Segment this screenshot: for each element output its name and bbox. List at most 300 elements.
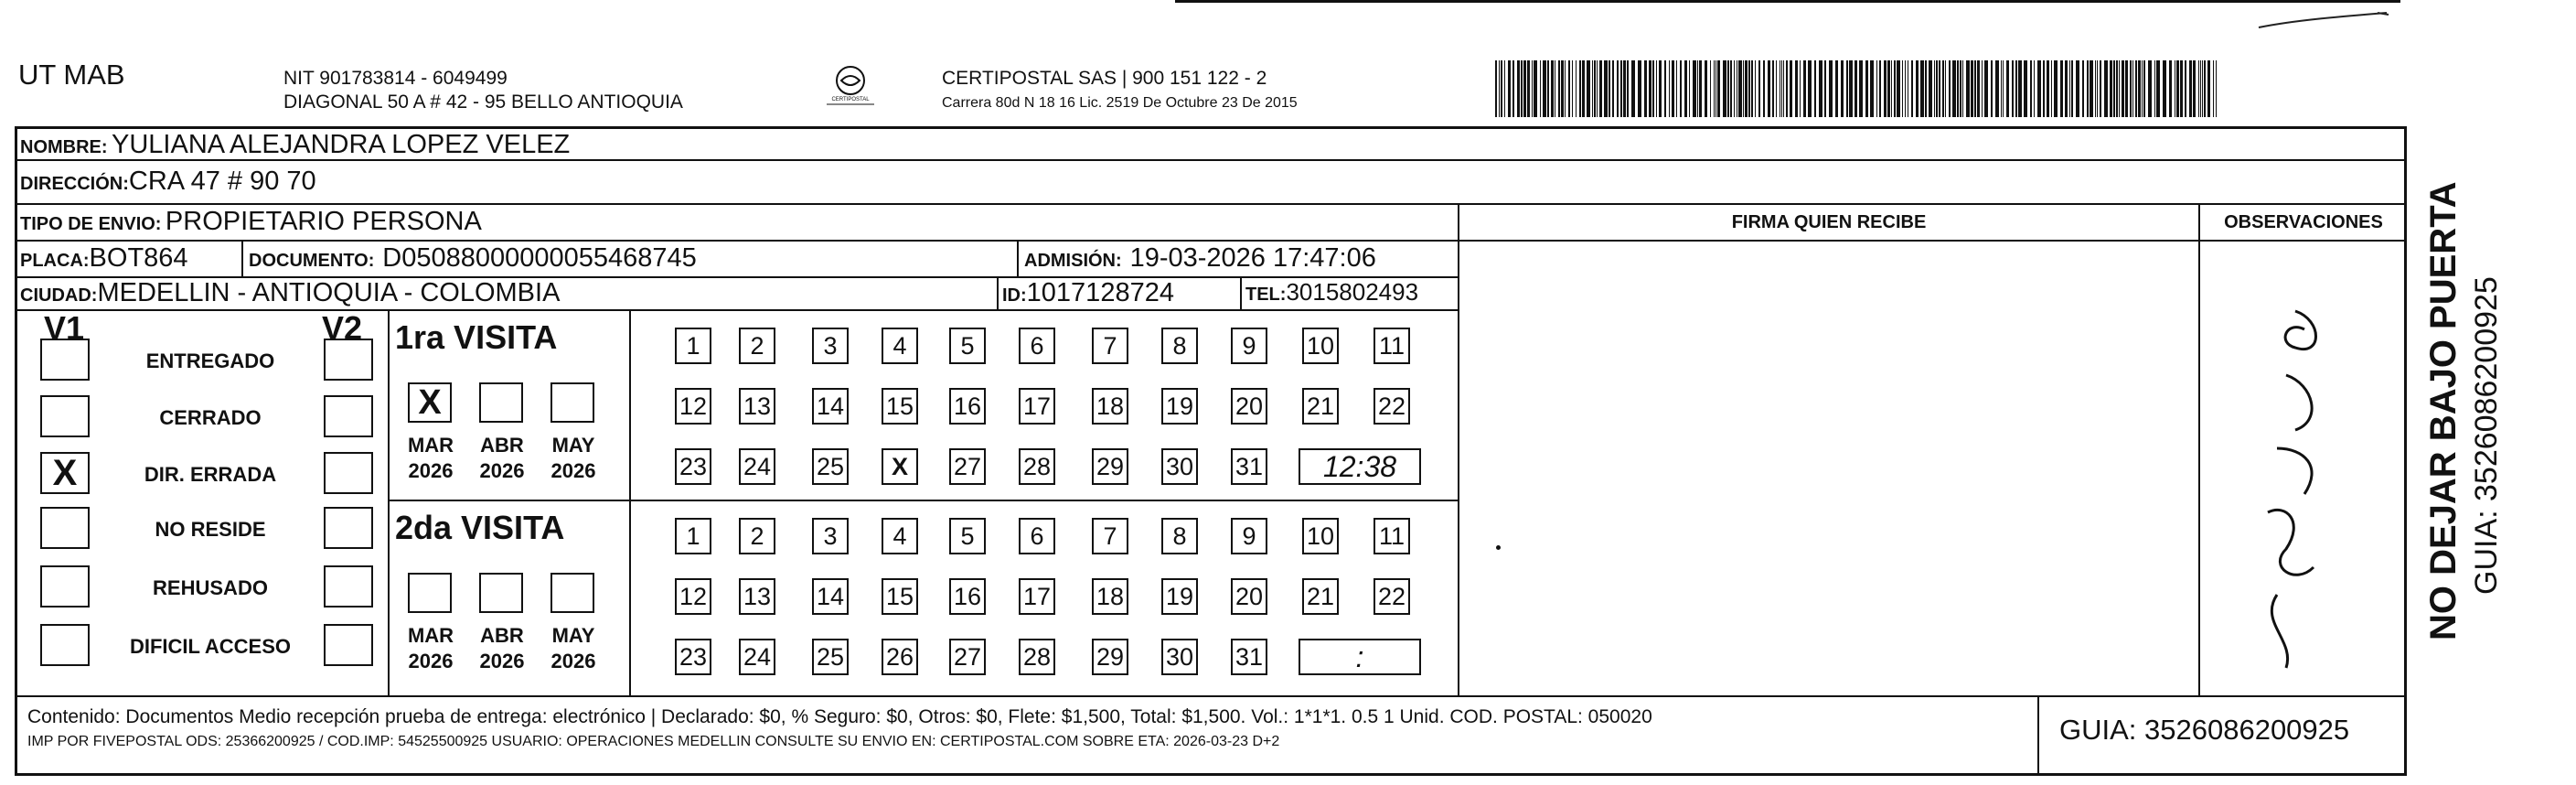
barcode-bar xyxy=(1819,60,1822,117)
barcode-bar xyxy=(1558,60,1560,117)
status-label: CERRADO xyxy=(159,406,262,429)
barcode-bar xyxy=(1966,60,1970,117)
day-box: 16 xyxy=(949,578,986,615)
barcode-bar xyxy=(1501,60,1502,117)
barcode-bar xyxy=(1730,60,1732,117)
month-checkbox xyxy=(550,573,594,613)
barcode-bar xyxy=(1772,60,1774,117)
barcode-bar xyxy=(1534,60,1537,117)
barcode-bar xyxy=(1561,60,1564,117)
barcode-bar xyxy=(1576,60,1577,117)
barcode xyxy=(1495,60,2227,122)
certipostal-name: CERTIPOSTAL SAS | 900 151 122 - 2 xyxy=(942,68,1267,89)
barcode-bar xyxy=(2060,60,2063,117)
barcode-bar xyxy=(2069,60,2070,117)
year-label: 2026 xyxy=(408,459,454,482)
barcode-bar xyxy=(1803,60,1806,117)
barcode-bar xyxy=(1592,60,1593,117)
barcode-bar xyxy=(1911,60,1913,117)
barcode-bar xyxy=(1952,60,1956,117)
barcode-bar xyxy=(1723,60,1726,117)
barcode-bar xyxy=(1835,60,1838,117)
month-label: MAY xyxy=(551,624,595,647)
barcode-bar xyxy=(2097,60,2098,117)
year-label: 2026 xyxy=(479,650,525,672)
barcode-bar xyxy=(1649,60,1651,117)
barcode-bar xyxy=(2054,60,2058,117)
day-box: 18 xyxy=(1092,578,1128,615)
day-box: 20 xyxy=(1231,578,1267,615)
barcode-bar xyxy=(1745,60,1748,117)
admision-label: ADMISIÓN: xyxy=(1024,251,1122,271)
v1-checkbox xyxy=(40,507,90,549)
day-box: 30 xyxy=(1161,448,1198,485)
col-line xyxy=(1017,240,1019,276)
barcode-bar xyxy=(1508,60,1511,117)
barcode-bar xyxy=(2125,60,2128,117)
barcode-bar xyxy=(1876,60,1877,117)
barcode-bar xyxy=(1512,60,1514,117)
day-box: 24 xyxy=(739,448,775,485)
day-box: 31 xyxy=(1231,448,1267,485)
status-label: DIFICIL ACCESO xyxy=(129,635,291,658)
barcode-bar xyxy=(2163,60,2166,117)
barcode-bar xyxy=(2185,60,2186,117)
barcode-bar xyxy=(2119,60,2120,117)
barcode-bar xyxy=(2130,60,2132,117)
month-label: MAY xyxy=(551,434,595,457)
day-box: 6 xyxy=(1019,518,1055,554)
day-box: X xyxy=(882,448,918,485)
barcode-bar xyxy=(1717,60,1720,117)
day-box: 5 xyxy=(949,518,986,554)
barcode-bar xyxy=(1599,60,1602,117)
day-box: 27 xyxy=(949,639,986,675)
barcode-bar xyxy=(2216,60,2217,117)
barcode-bar xyxy=(1962,60,1963,117)
day-box: 6 xyxy=(1019,328,1055,364)
barcode-bar xyxy=(2113,60,2115,117)
barcode-bar xyxy=(1939,60,1940,117)
v2-checkbox xyxy=(324,395,373,437)
year-label: 2026 xyxy=(550,650,596,672)
barcode-bar xyxy=(1949,60,1951,117)
day-box: 5 xyxy=(949,328,986,364)
firma-heading: FIRMA QUIEN RECIBE xyxy=(1731,212,1927,232)
day-box: 16 xyxy=(949,388,986,425)
status-label: DIR. ERRADA xyxy=(144,463,277,486)
barcode-bar xyxy=(1638,60,1641,117)
day-box: 26 xyxy=(882,639,918,675)
barcode-bar xyxy=(1743,60,1744,117)
day-box: 1 xyxy=(675,518,711,554)
month-checkbox xyxy=(550,382,594,423)
footer-line1: Contenido: Documentos Medio recepción prueba de entrega: electrónico | Declarado: $0, % Seguro: $0, Otros: $0, Flete: $1,500, Total: $1,500. Vol.: 1*1*1. 0.5 1 Unid. COD. POSTAL: 050020 xyxy=(27,706,1652,727)
barcode-bar xyxy=(1676,60,1677,117)
address-left: DIAGONAL 50 A # 42 - 95 BELLO ANTIOQUIA xyxy=(283,91,683,113)
day-box: 11 xyxy=(1374,518,1410,554)
certipostal-logo xyxy=(823,60,878,113)
day-box: 27 xyxy=(949,448,986,485)
barcode-bar xyxy=(1846,60,1848,117)
barcode-bar xyxy=(1902,60,1903,117)
barcode-bar xyxy=(1982,60,1983,117)
barcode-bar xyxy=(1859,60,1863,117)
day-box: 17 xyxy=(1019,388,1055,425)
barcode-bar xyxy=(2037,60,2041,117)
v1-checkbox xyxy=(40,624,90,666)
barcode-bar xyxy=(1786,60,1788,117)
barcode-bar xyxy=(1738,60,1742,117)
barcode-bar xyxy=(1579,60,1581,117)
visit-title: 2da VISITA xyxy=(395,509,565,546)
row-line xyxy=(15,240,2407,242)
day-box: 29 xyxy=(1092,448,1128,485)
barcode-bar xyxy=(2015,60,2017,117)
barcode-bar xyxy=(1705,60,1707,117)
barcode-bar xyxy=(2176,60,2179,117)
barcode-bar xyxy=(1824,60,1826,117)
barcode-bar xyxy=(2100,60,2101,117)
day-box: 7 xyxy=(1092,328,1128,364)
month-label: MAR xyxy=(407,624,454,647)
barcode-bar xyxy=(1547,60,1549,117)
day-box: 21 xyxy=(1302,388,1339,425)
barcode-bar xyxy=(1684,60,1687,117)
day-box: 8 xyxy=(1161,518,1198,554)
v1-checkbox xyxy=(40,339,90,381)
documento-label: DOCUMENTO: xyxy=(249,251,375,271)
day-box: 9 xyxy=(1231,518,1267,554)
day-box: 28 xyxy=(1019,448,1055,485)
barcode-bar xyxy=(1523,60,1526,117)
barcode-bar xyxy=(2148,60,2152,117)
day-box: 9 xyxy=(1231,328,1267,364)
barcode-bar xyxy=(1540,60,1541,117)
day-box: 19 xyxy=(1161,388,1198,425)
barcode-bar xyxy=(1727,60,1729,117)
day-box: 15 xyxy=(882,578,918,615)
day-box: 22 xyxy=(1374,388,1410,425)
day-box: 14 xyxy=(812,388,849,425)
direccion-value: CRA 47 # 90 70 xyxy=(128,167,316,196)
barcode-bar xyxy=(1504,60,1505,117)
v2-checkbox xyxy=(324,507,373,549)
barcode-bar xyxy=(2082,60,2084,117)
logo-text: CERTIPOSTAL xyxy=(831,97,870,102)
day-box: 17 xyxy=(1019,578,1055,615)
v2-checkbox xyxy=(324,339,373,381)
barcode-bar xyxy=(1920,60,1924,117)
barcode-bar xyxy=(2090,60,2093,117)
barcode-bar xyxy=(1829,60,1833,117)
barcode-bar xyxy=(1894,60,1896,117)
barcode-bar xyxy=(1604,60,1608,117)
placa-value: BOT864 xyxy=(89,243,188,273)
barcode-bar xyxy=(2024,60,2027,117)
col-line xyxy=(388,309,390,695)
barcode-bar xyxy=(2193,60,2196,117)
row-line xyxy=(15,309,1459,311)
footer-guia: GUIA: 3526086200925 xyxy=(2059,714,2350,746)
id-label: ID: xyxy=(1002,285,1027,306)
footer-line2: IMP POR FIVEPOSTAL ODS: 25366200925 / COD.IMP: 54525500925 USUARIO: OPERACIONES MEDELLIN CONSULTE SU ENVIO EN: CERTIPOSTAL.COM SOBRE ETA: 2026-03-23 D+2 xyxy=(27,734,1280,749)
barcode-bar xyxy=(1934,60,1935,117)
barcode-bar xyxy=(2169,60,2172,117)
year-label: 2026 xyxy=(550,459,596,482)
barcode-bar xyxy=(1916,60,1919,117)
barcode-bar xyxy=(1565,60,1566,117)
barcode-bar xyxy=(2180,60,2183,117)
barcode-bar xyxy=(1870,60,1874,117)
barcode-bar xyxy=(1568,60,1570,117)
day-box: 12 xyxy=(675,388,711,425)
barcode-bar xyxy=(1808,60,1812,117)
day-box: 11 xyxy=(1374,328,1410,364)
barcode-bar xyxy=(1936,60,1938,117)
barcode-bar xyxy=(1995,60,1999,117)
pen-mark xyxy=(2250,5,2396,47)
barcode-bar xyxy=(1800,60,1801,117)
row-line xyxy=(15,695,2407,697)
day-box: 25 xyxy=(812,448,849,485)
barcode-bar xyxy=(2143,60,2145,117)
barcode-bar xyxy=(2142,60,2143,117)
day-box: 3 xyxy=(812,518,849,554)
barcode-bar xyxy=(1897,60,1900,117)
barcode-bar xyxy=(2135,60,2137,117)
day-box: 10 xyxy=(1302,328,1339,364)
barcode-bar xyxy=(1659,60,1662,117)
row-line xyxy=(15,203,2407,205)
col-line xyxy=(629,309,631,695)
nombre-value: YULIANA ALEJANDRA LOPEZ VELEZ xyxy=(112,130,571,159)
status-label: ENTREGADO xyxy=(145,349,275,372)
ciudad-value: MEDELLIN - ANTIOQUIA - COLOMBIA xyxy=(97,278,561,307)
barcode-bar xyxy=(1781,60,1782,117)
col-line xyxy=(2198,203,2200,697)
dot-mark xyxy=(1496,545,1501,550)
barcode-bar xyxy=(1714,60,1715,117)
day-box: 31 xyxy=(1231,639,1267,675)
barcode-bar xyxy=(1905,60,1906,117)
barcode-bar xyxy=(2132,60,2133,117)
barcode-bar xyxy=(1499,60,1500,117)
barcode-bar xyxy=(2204,60,2206,117)
day-box: 10 xyxy=(1302,518,1339,554)
barcode-bar xyxy=(1971,60,1973,117)
v1-checkbox xyxy=(40,565,90,608)
day-box: 8 xyxy=(1161,328,1198,364)
barcode-bar xyxy=(1594,60,1596,117)
barcode-bar xyxy=(2122,60,2124,117)
barcode-bar xyxy=(1865,60,1868,117)
barcode-bar xyxy=(1697,60,1698,117)
barcode-bar xyxy=(1734,60,1735,117)
barcode-bar xyxy=(1672,60,1674,117)
barcode-bar xyxy=(1945,60,1946,117)
barcode-bar xyxy=(2018,60,2022,117)
day-box: 3 xyxy=(812,328,849,364)
visit-title: 1ra VISITA xyxy=(395,318,558,356)
barcode-bar xyxy=(2047,60,2049,117)
barcode-bar xyxy=(2012,60,2014,117)
barcode-bar xyxy=(2001,60,2002,117)
barcode-bar xyxy=(1652,60,1654,117)
day-box: 15 xyxy=(882,388,918,425)
barcode-bar xyxy=(1620,60,1622,117)
barcode-bar xyxy=(1942,60,1944,117)
id-value: 1017128724 xyxy=(1026,278,1174,307)
year-label: 2026 xyxy=(479,459,525,482)
barcode-bar xyxy=(2138,60,2141,117)
day-box: 21 xyxy=(1302,578,1339,615)
v2-checkbox xyxy=(324,624,373,666)
ciudad-label: CIUDAD: xyxy=(20,285,98,306)
barcode-bar xyxy=(1960,60,1961,117)
barcode-bar xyxy=(1656,60,1657,117)
barcode-bar xyxy=(2207,60,2210,117)
day-box: 13 xyxy=(739,388,775,425)
month-label: ABR xyxy=(480,434,524,457)
barcode-bar xyxy=(1758,60,1760,117)
no-dejar-text: NO DEJAR BAJO PUERTA xyxy=(2423,181,2464,640)
barcode-bar xyxy=(1644,60,1647,117)
month-checkbox xyxy=(479,573,523,613)
barcode-bar xyxy=(2104,60,2108,117)
col-line xyxy=(1240,276,1242,309)
barcode-bar xyxy=(2003,60,2004,117)
barcode-bar xyxy=(1710,60,1711,117)
barcode-bar xyxy=(1957,60,1959,117)
day-box: 18 xyxy=(1092,388,1128,425)
barcode-bar xyxy=(1974,60,1976,117)
day-box: 12 xyxy=(675,578,711,615)
side-guia-text: GUIA: 3526086200925 xyxy=(2469,276,2504,595)
barcode-bar xyxy=(2156,60,2160,117)
signature-scribble xyxy=(2231,293,2341,682)
barcode-bar xyxy=(1855,60,1857,117)
barcode-bar xyxy=(1609,60,1610,117)
barcode-bar xyxy=(2030,60,2032,117)
barcode-bar xyxy=(1841,60,1844,117)
barcode-bar xyxy=(2198,60,2199,117)
day-box: 2 xyxy=(739,518,775,554)
barcode-bar xyxy=(1521,60,1523,117)
barcode-bar xyxy=(1763,60,1765,117)
month-checkbox xyxy=(479,382,523,423)
day-box: 23 xyxy=(675,639,711,675)
barcode-bar xyxy=(2051,60,2052,117)
tel-label: TEL: xyxy=(1245,285,1287,305)
v2-heading: V2 xyxy=(322,309,363,347)
year-label: 2026 xyxy=(408,650,454,672)
tipo-value: PROPIETARIO PERSONA xyxy=(165,207,482,236)
barcode-bar xyxy=(2076,60,2079,117)
barcode-bar xyxy=(1699,60,1702,117)
barcode-bar xyxy=(1929,60,1932,117)
barcode-bar xyxy=(1887,60,1890,117)
day-box: 22 xyxy=(1374,578,1410,615)
barcode-bar xyxy=(1532,60,1533,117)
day-box: 4 xyxy=(882,328,918,364)
col-line xyxy=(997,276,999,309)
day-box: 24 xyxy=(739,639,775,675)
v1-heading: V1 xyxy=(44,309,85,347)
nombre-label: NOMBRE: xyxy=(20,137,108,157)
day-box: 13 xyxy=(739,578,775,615)
month-checkbox xyxy=(408,573,452,613)
barcode-bar xyxy=(1527,60,1530,117)
certipostal-license: Carrera 80d N 18 16 Lic. 2519 De Octubre 23 De 2015 xyxy=(942,95,1298,111)
day-box: 4 xyxy=(882,518,918,554)
day-box: 1 xyxy=(675,328,711,364)
placa-label: PLACA: xyxy=(20,251,90,271)
barcode-bar xyxy=(1776,60,1777,117)
day-box: 29 xyxy=(1092,639,1128,675)
barcode-bar xyxy=(1748,60,1750,117)
observaciones-heading: OBSERVACIONES xyxy=(2224,212,2383,232)
col-line xyxy=(2037,695,2039,776)
barcode-bar xyxy=(1984,60,1988,117)
barcode-bar xyxy=(2006,60,2009,117)
day-box: 20 xyxy=(1231,388,1267,425)
barcode-bar xyxy=(1977,60,1980,117)
day-box: 7 xyxy=(1092,518,1128,554)
barcode-bar xyxy=(1693,60,1696,117)
day-box: 19 xyxy=(1161,578,1198,615)
month-label: ABR xyxy=(480,624,524,647)
v2-checkbox xyxy=(324,452,373,494)
barcode-bar xyxy=(1631,60,1635,117)
barcode-bar xyxy=(2154,60,2155,117)
barcode-bar xyxy=(1669,60,1670,117)
barcode-bar xyxy=(1814,60,1816,117)
barcode-bar xyxy=(1795,60,1798,117)
time-box: 12:38 xyxy=(1299,448,1421,485)
barcode-bar xyxy=(2065,60,2068,117)
barcode-bar xyxy=(2213,60,2214,117)
barcode-bar xyxy=(1790,60,1792,117)
barcode-bar xyxy=(1612,60,1614,117)
day-box: 25 xyxy=(812,639,849,675)
barcode-bar xyxy=(1582,60,1585,117)
month-checkbox: X xyxy=(408,382,452,423)
barcode-bar xyxy=(1783,60,1784,117)
barcode-bar xyxy=(1925,60,1927,117)
barcode-bar xyxy=(2043,60,2045,117)
barcode-bar xyxy=(2110,60,2112,117)
direccion-label: DIRECCIÓN: xyxy=(20,174,129,194)
v1-checkbox xyxy=(40,395,90,437)
barcode-bar xyxy=(2034,60,2035,117)
barcode-bar xyxy=(2189,60,2192,117)
company-left: UT MAB xyxy=(18,59,125,91)
barcode-bar xyxy=(1751,60,1753,117)
barcode-bar xyxy=(1689,60,1690,117)
barcode-bar xyxy=(1849,60,1853,117)
barcode-bar xyxy=(1551,60,1554,117)
tel-value: 3015802493 xyxy=(1286,278,1419,306)
day-box: 2 xyxy=(739,328,775,364)
barcode-bar xyxy=(1617,60,1619,117)
documento-value: D05088000000055468745 xyxy=(382,243,697,273)
barcode-bar xyxy=(1587,60,1590,117)
barcode-bar xyxy=(1495,60,1497,117)
nit-text: NIT 901783814 - 6049499 xyxy=(283,68,508,89)
col-line xyxy=(241,240,243,276)
day-box: 14 xyxy=(812,578,849,615)
